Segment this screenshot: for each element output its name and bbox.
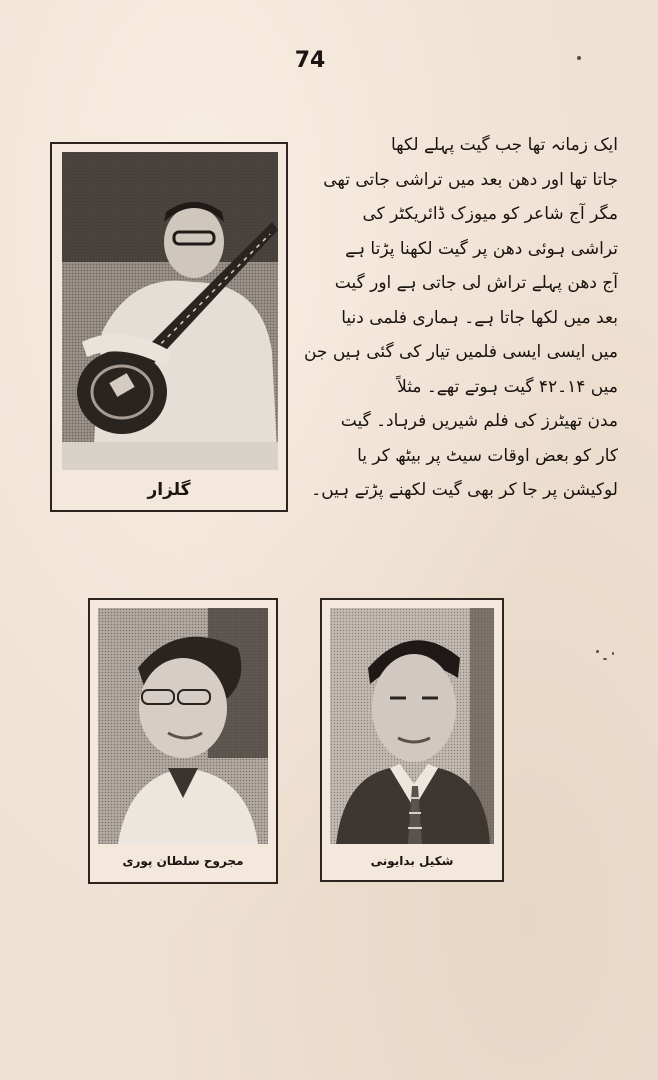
page-number: 74 [294, 48, 326, 73]
article-line: مدن تھیٹرز کی فلم شیریں فرہاد۔ گیت [340, 411, 618, 431]
caption-gulzar: گلزار [147, 480, 191, 500]
article-line: میں ۱۴۔۴۲ گیت ہوتے تھے۔ مثلاً [397, 376, 618, 397]
article-line: تراشی ہوئی دھن پر گیت لکھنا پڑتا ہے [345, 238, 618, 259]
photo-majrooh [98, 608, 268, 844]
caption-majrooh: مجروح سلطان پوری [122, 854, 244, 868]
article-line: مگر آج شاعر کو میوزک ڈائریکٹر کی [362, 204, 618, 224]
article-line: آج دھن پہلے تراش لی جاتی ہے اور گیت [334, 273, 618, 293]
photo-frame-shakeel [320, 598, 504, 882]
portrait-icon [98, 608, 268, 844]
paper-speck [603, 658, 607, 660]
photo-gulzar [62, 152, 278, 470]
paper-speck [577, 56, 581, 60]
portrait-icon [330, 608, 494, 844]
article-line: کار کو بعض اوقات سیٹ پر بیٹھ کر یا [357, 445, 618, 466]
article-line: بعد میں لکھا جاتا ہے۔ ہماری فلمی دنیا [341, 307, 618, 328]
article-line: جاتا تھا اور دھن بعد میں تراشی جاتی تھی [323, 169, 618, 190]
article-line: لوکیشن پر جا کر بھی گیت لکھنے پڑتے ہیں۔ [311, 480, 618, 500]
article-line: میں ایسی ایسی فلمیں تیار کی گئی ہیں جن [303, 342, 618, 362]
article-text [300, 128, 618, 508]
paper-speck [612, 652, 614, 655]
photo-frame-gulzar [50, 142, 288, 512]
caption-shakeel: شکیل بدایونی [370, 854, 454, 868]
photo-shakeel [330, 608, 494, 844]
sitar-player-icon [62, 152, 278, 470]
paper-speck [596, 650, 599, 653]
article-line: ایک زمانہ تھا جب گیت پہلے لکھا [390, 135, 618, 155]
photo-frame-majrooh [88, 598, 278, 884]
